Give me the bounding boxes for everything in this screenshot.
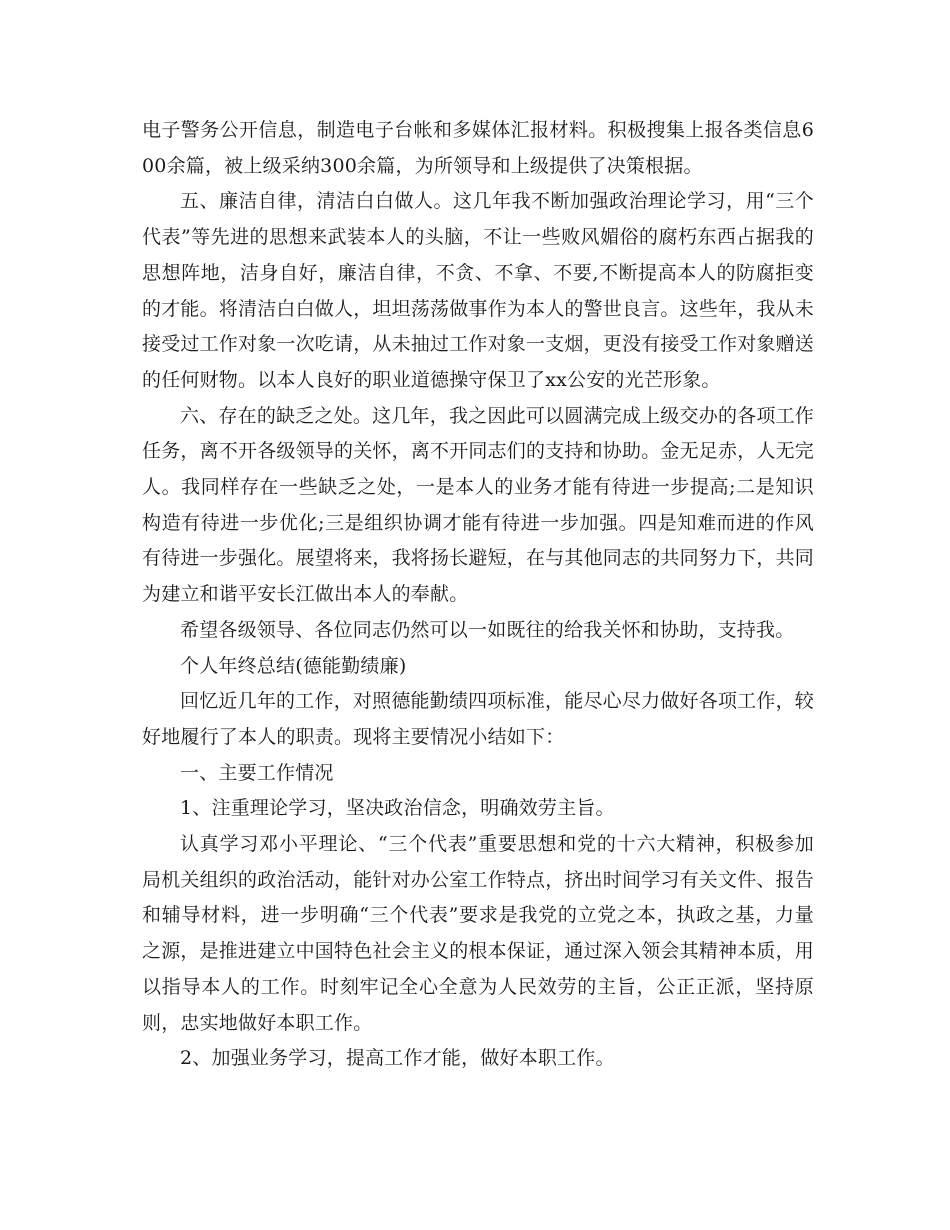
paragraph-closing-wish: 希望各级领导、各位同志仍然可以一如既往的给我关怀和协助，支持我。	[180, 618, 795, 641]
paragraph-info-report: 电子警务公开信息，制造电子台帐和多媒体汇报材料。积极搜集上报各类信息600余篇，被上级采纳300余篇，为所领导和上级提供了决策根据。	[142, 119, 814, 177]
heading-theory-study: 1、注重理论学习，坚决政治信念，明确效劳主旨。	[180, 797, 615, 820]
document-body	[142, 113, 814, 1077]
heading-business-study: 2、加强业务学习，提高工作才能，做好本职工作。	[180, 1047, 615, 1070]
document-subtitle: 个人年终总结(德能勤绩廉)	[180, 654, 407, 677]
paragraph-section-five: 五、廉洁自律，清洁白白做人。这几年我不断加强政治理论学习，用“三个代表”等先进的思想来武装本人的头脑，不让一些败风媚俗的腐朽东西占据我的思想阵地，洁身自好，廉洁自律，不贪、不拿、不要,不断提高本人的防腐拒变的才能。将清洁白白做人，坦坦荡荡做事作为本人的警世良言。这些年，我从未接受过工作对象一次吃请，从未抽过工作对象一支烟，更没有接受工作对象赠送的任何财物。以本人良好的职业道德操守保卫了xx公安的光芒形象。	[142, 190, 815, 391]
heading-main-work: 一、主要工作情况	[180, 761, 334, 784]
paragraph-theory-study: 认真学习邓小平理论、“三个代表”重要思想和党的十六大精神，积极参加局机关组织的政治活动，能针对办公室工作特点，挤出时间学习有关文件、报告和辅导材料，进一步明确“三个代表”要求是我党的立党之本，执政之基，力量之源，是推进建立中国特色社会主义的根本保证，通过深入领会其精神本质，用以指导本人的工作。时刻牢记全心全意为人民效劳的主旨，公正正派，坚持原则，忠实地做好本职工作。	[142, 833, 815, 1034]
paragraph-intro: 回忆近几年的工作，对照德能勤绩四项标准，能尽心尽力做好各项工作，较好地履行了本人的职责。现将主要情况小结如下：	[142, 690, 814, 748]
paragraph-section-six: 六、存在的缺乏之处。这几年，我之因此可以圆满完成上级交办的各项工作任务，离不开各级领导的关怀，离不开同志们的支持和协助。金无足赤，人无完人。我同样存在一些缺乏之处，一是本人的业务才能有待进一步提高;二是知识构造有待进一步优化;三是组织协调才能有待进一步加强。四是知难而进的作风有待进一步强化。展望将来，我将扬长避短，在与其他同志的共同努力下，共同为建立和谐平安长江做出本人的奉献。	[142, 404, 815, 606]
